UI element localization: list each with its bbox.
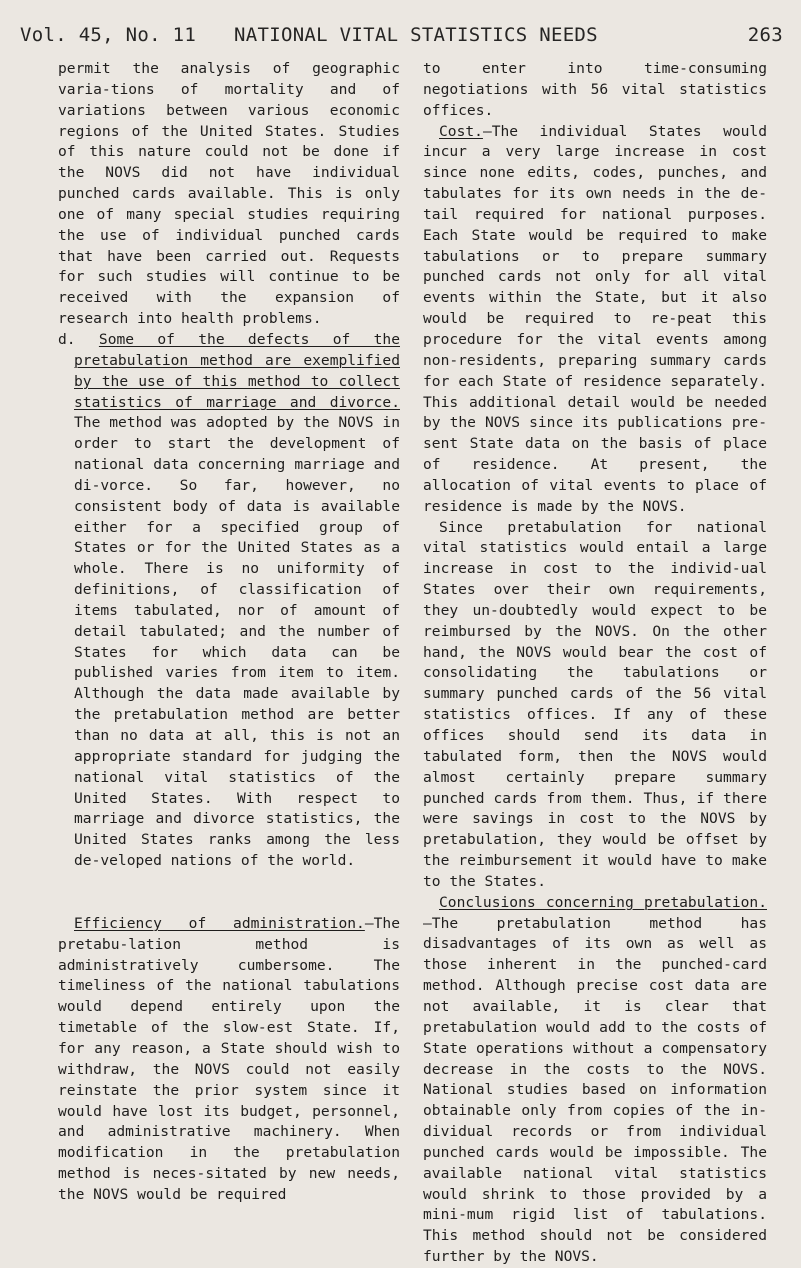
page-number: 263: [747, 24, 783, 46]
conclusions-heading: Conclusions concerning pretabulation.: [439, 893, 767, 911]
efficiency-heading: Efficiency of administration.: [74, 914, 365, 932]
paragraph-cost: [423, 122, 767, 518]
paragraph-efficiency: [58, 914, 400, 1206]
marriage-divorce-body: The method was adopted by the NOVS in order to start the development of national data concerning marriage and di-vorce. So far, however, no consistent body of data is available either for a specified group of States or for the United States as a whole. There is no uniformity of definitions, of classification of items tabulated, nor of amount of detail tabulated; and the number of States for which data can be published varies from item to item. Although the data made available by the pretabulation method are better than no data at all, this is not an appropriate standard for judging the national vital statistics of the United States. With respect to marriage and divorce statistics, the United States ranks among the less de-veloped nations of the world.: [74, 414, 400, 870]
marriage-divorce-heading: Some of the defects of the pretabulation method are exemplified by the use of this method to collect statistics of marriage and divorce.: [74, 330, 400, 411]
paragraph-reimbursement: Since pretabulation for national vital statistics would entail a large increase in cost to the individ-ual States over their own requirements, they un-doubtedly would expect to be reimbursed by the NOVS. On the other hand, the NOVS would bear the cost of consolidating the tabulations or summary punched cards of the 56 vital statistics offices. If any of these offices should send its data in tabulated form, then the NOVS would almost certainly prepare summary punched cards from them. Thus, if there were savings in cost to the NOVS by pretabulation, they would be offset by the reimbursement it would have to make to the States.: [423, 518, 767, 890]
paragraph-marriage-divorce: [58, 330, 400, 872]
efficiency-body: —The pretabu-lation method is administratively cumbersome. The timeliness of the national tabulations would depend entirely upon the timetable of the slow-est State. If, for any reason, a State should wish to withdraw, the NOVS could not easily reinstate the prior system since it would have lost its budget, personnel, and administrative machinery. When modification in the pretabulation method is neces-sitated by new needs, the NOVS would be required: [58, 914, 400, 1203]
journal-section-title: NATIONAL VITAL STATISTICS NEEDS: [234, 24, 598, 46]
left-column: [58, 59, 400, 1206]
running-header: [20, 24, 783, 50]
paragraph-geographic-variations: permit the analysis of geographic varia-tions of mortality and of variations between various economic regions of the United States. Studies of this nature could not be done if the NOVS did not have individual punched cards available. This is only one of many special studies requiring the use of individual punched cards that have been carried out. Requests for such studies will continue to be received with the expansion of research into health problems.: [58, 60, 400, 328]
right-column: [423, 59, 767, 1268]
paragraph-conclusions: [423, 893, 767, 1268]
cost-heading: Cost.: [439, 122, 483, 140]
conclusions-body: —The pretabulation method has disadvantages of its own as well as those inherent in the punched-card method. Although precise cost data are not available, it is clear that pretabulation would add to the costs of State operations without a compensatory decrease in the costs to the NOVS. National studies based on information obtainable only from copies of the in-dividual records or from individual punched cards would be impossible. The available national vital statistics would shrink to those provided by a mini-mum rigid list of tabulations. This method should not be considered further by the NOVS.: [423, 914, 767, 1266]
paragraph-negotiations: to enter into time-consuming negotiations with 56 vital statistics offices.: [423, 60, 767, 119]
volume-label: Vol. 45, No. 11: [20, 24, 197, 46]
section-gap: [58, 872, 400, 914]
list-marker-d: d.: [58, 330, 76, 348]
cost-body: —The individual States would incur a very large increase in cost since none edits, codes, punches, and tabulates for its own needs in the de-tail required for national purposes. Each State would be required to make tabulations or to prepare summary punched cards not only for all vital events within the State, but it also would be required to re-peat this procedure for the vital events among non-residents, preparing summary cards for each State of residence separately. This additional detail would be needed by the NOVS since its publications pre-sent State data on the basis of place of residence. At present, the allocation of vital events to place of residence is made by the NOVS.: [423, 122, 767, 515]
